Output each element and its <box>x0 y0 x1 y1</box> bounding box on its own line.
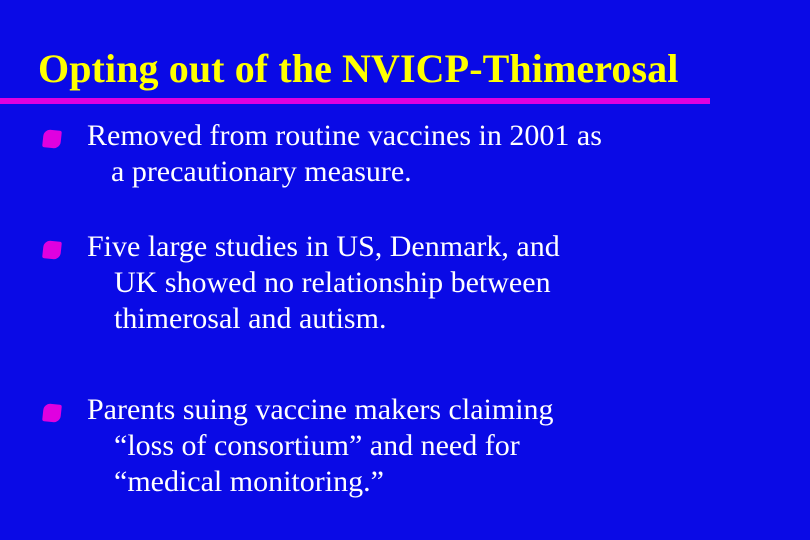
bullet-line: “medical monitoring.” <box>114 465 384 498</box>
title-underline <box>0 98 710 104</box>
bullet-marker-icon <box>42 403 62 423</box>
bullet-marker-icon <box>42 129 62 149</box>
bullet-text <box>87 392 554 500</box>
bullet-line: UK showed no relationship between <box>114 266 551 299</box>
slide-title: Opting out of the NVICP-Thimerosal <box>38 46 679 91</box>
bullet-line: Removed from routine vaccines in 2001 as <box>87 119 602 152</box>
bullet-text <box>87 229 560 337</box>
bullet-text <box>87 118 602 190</box>
bullet-line: a precautionary measure. <box>111 155 412 188</box>
bullet-marker-icon <box>42 240 62 260</box>
bullet-line: Parents suing vaccine makers claiming <box>87 393 554 426</box>
bullet-line: “loss of consortium” and need for <box>114 429 520 462</box>
bullet-line: thimerosal and autism. <box>114 302 387 335</box>
bullet-line: Five large studies in US, Denmark, and <box>87 230 560 263</box>
